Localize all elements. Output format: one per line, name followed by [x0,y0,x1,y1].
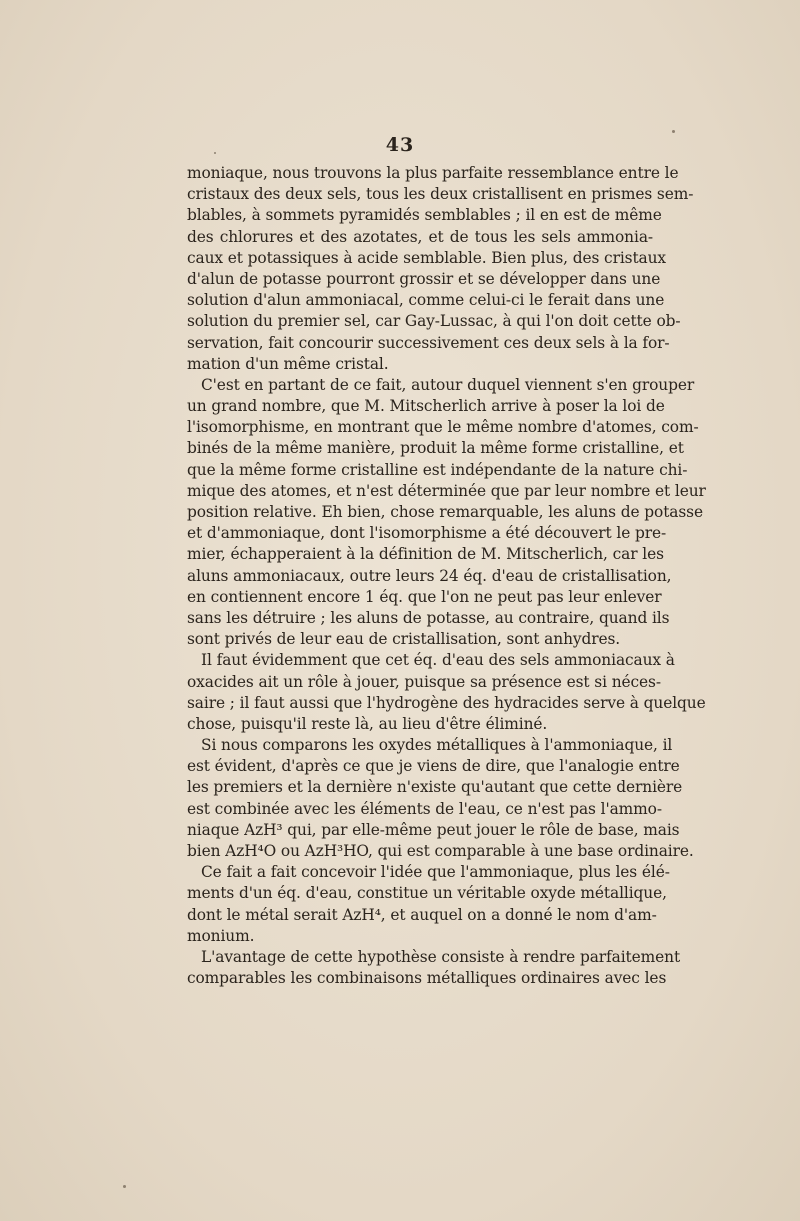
text-line: d'alun de potasse pourront grossir et se développer dans une [187,269,661,288]
page-number: 43 [385,134,415,156]
text-line: l'isomorphisme, en montrant que le même nombre d'atomes, com- [187,418,699,437]
text-line: Ce fait a fait concevoir l'idée que l'ammoniaque, plus les élé- [201,863,670,882]
text-line: cristaux des deux sels, tous les deux cristallisent en prismes sem- [187,185,694,204]
text-line: que la même forme cristalline est indépendante de la nature chi- [187,460,688,479]
text-line: ments d'un éq. d'eau, constitue un véritable oxyde métallique, [187,884,667,903]
text-line: mation d'un même cristal. [187,354,389,373]
text-line: bien AzH⁴O ou AzH³HO, qui est comparable à une base ordinaire. [187,842,694,860]
text-line: monium. [187,926,255,945]
text-line: saire ; il faut aussi que l'hydrogène des hydracides serve à quelque [187,693,706,712]
text-line: sont privés de leur eau de cristallisation, sont anhydres. [187,630,621,649]
text-line: aluns ammoniacaux, outre leurs 24 éq. d'eau de cristallisation, [187,566,672,585]
page-speck [123,1185,126,1188]
text-line: Il faut évidemment que cet éq. d'eau des sels ammoniacaux à [201,651,675,670]
text-line: mier, échapperaient à la définition de M. Mitscherlich, car les [187,545,664,564]
text-line: C'est en partant de ce fait, autour duquel viennent s'en grouper [201,375,695,394]
body-text [187,163,706,989]
text-line: dont le métal serait AzH⁴, et auquel on a donné le nom d'am- [187,905,657,924]
text-line: comparables les combinaisons métalliques ordinaires avec les [187,969,667,988]
text-line: caux et potassiques à acide semblable. Bien plus, des cristaux [187,248,666,267]
text-line: position relative. Eh bien, chose remarquable, les aluns de potasse [187,503,703,521]
text-line: sans les détruire ; les aluns de potasse, au contraire, quand ils [187,608,670,627]
text-line: solution du premier sel, car Gay-Lussac, à qui l'on doit cette ob- [187,312,681,331]
text-line: chose, puisqu'il reste là, au lieu d'être éliminé. [187,714,548,733]
text-line: des chlorures et des azotates, et de tous les sels ammonia- [187,227,653,246]
text-line: oxacides ait un rôle à jouer, puisque sa présence est si néces- [187,672,661,691]
text-line: moniaque, nous trouvons la plus parfaite ressemblance entre le [187,164,679,182]
text-line: blables, à sommets pyramidés semblables ; il en est de même [187,206,662,225]
text-line: Si nous comparons les oxydes métalliques à l'ammoniaque, il [201,736,673,755]
text-line: servation, fait concourir successivement ces deux sels à la for- [187,333,670,352]
text-line: niaque AzH³ qui, par elle-même peut jouer le rôle de base, mais [187,820,680,839]
text-line: et d'ammoniaque, dont l'isomorphisme a été découvert le pre- [187,524,667,543]
text-line: en contiennent encore 1 éq. que l'on ne peut pas leur enlever [187,587,662,606]
text-line: est combinée avec les éléments de l'eau, ce n'est pas l'ammo- [187,799,662,818]
text-line: mique des atomes, et n'est déterminée que par leur nombre et leur [187,481,706,500]
text-line: solution d'alun ammoniacal, comme celui-ci le ferait dans une [187,291,665,310]
page-speck [672,130,675,133]
text-line: L'avantage de cette hypothèse consiste à rendre parfaitement [201,947,681,966]
text-line: les premiers et la dernière n'existe qu'autant que cette dernière [187,778,683,797]
page-speck [214,152,216,154]
text-line: binés de la même manière, produit la même forme cristalline, et [187,439,684,458]
text-line: est évident, d'après ce que je viens de dire, que l'analogie entre [187,757,680,776]
text-line: un grand nombre, que M. Mitscherlich arrive à poser la loi de [187,397,665,416]
